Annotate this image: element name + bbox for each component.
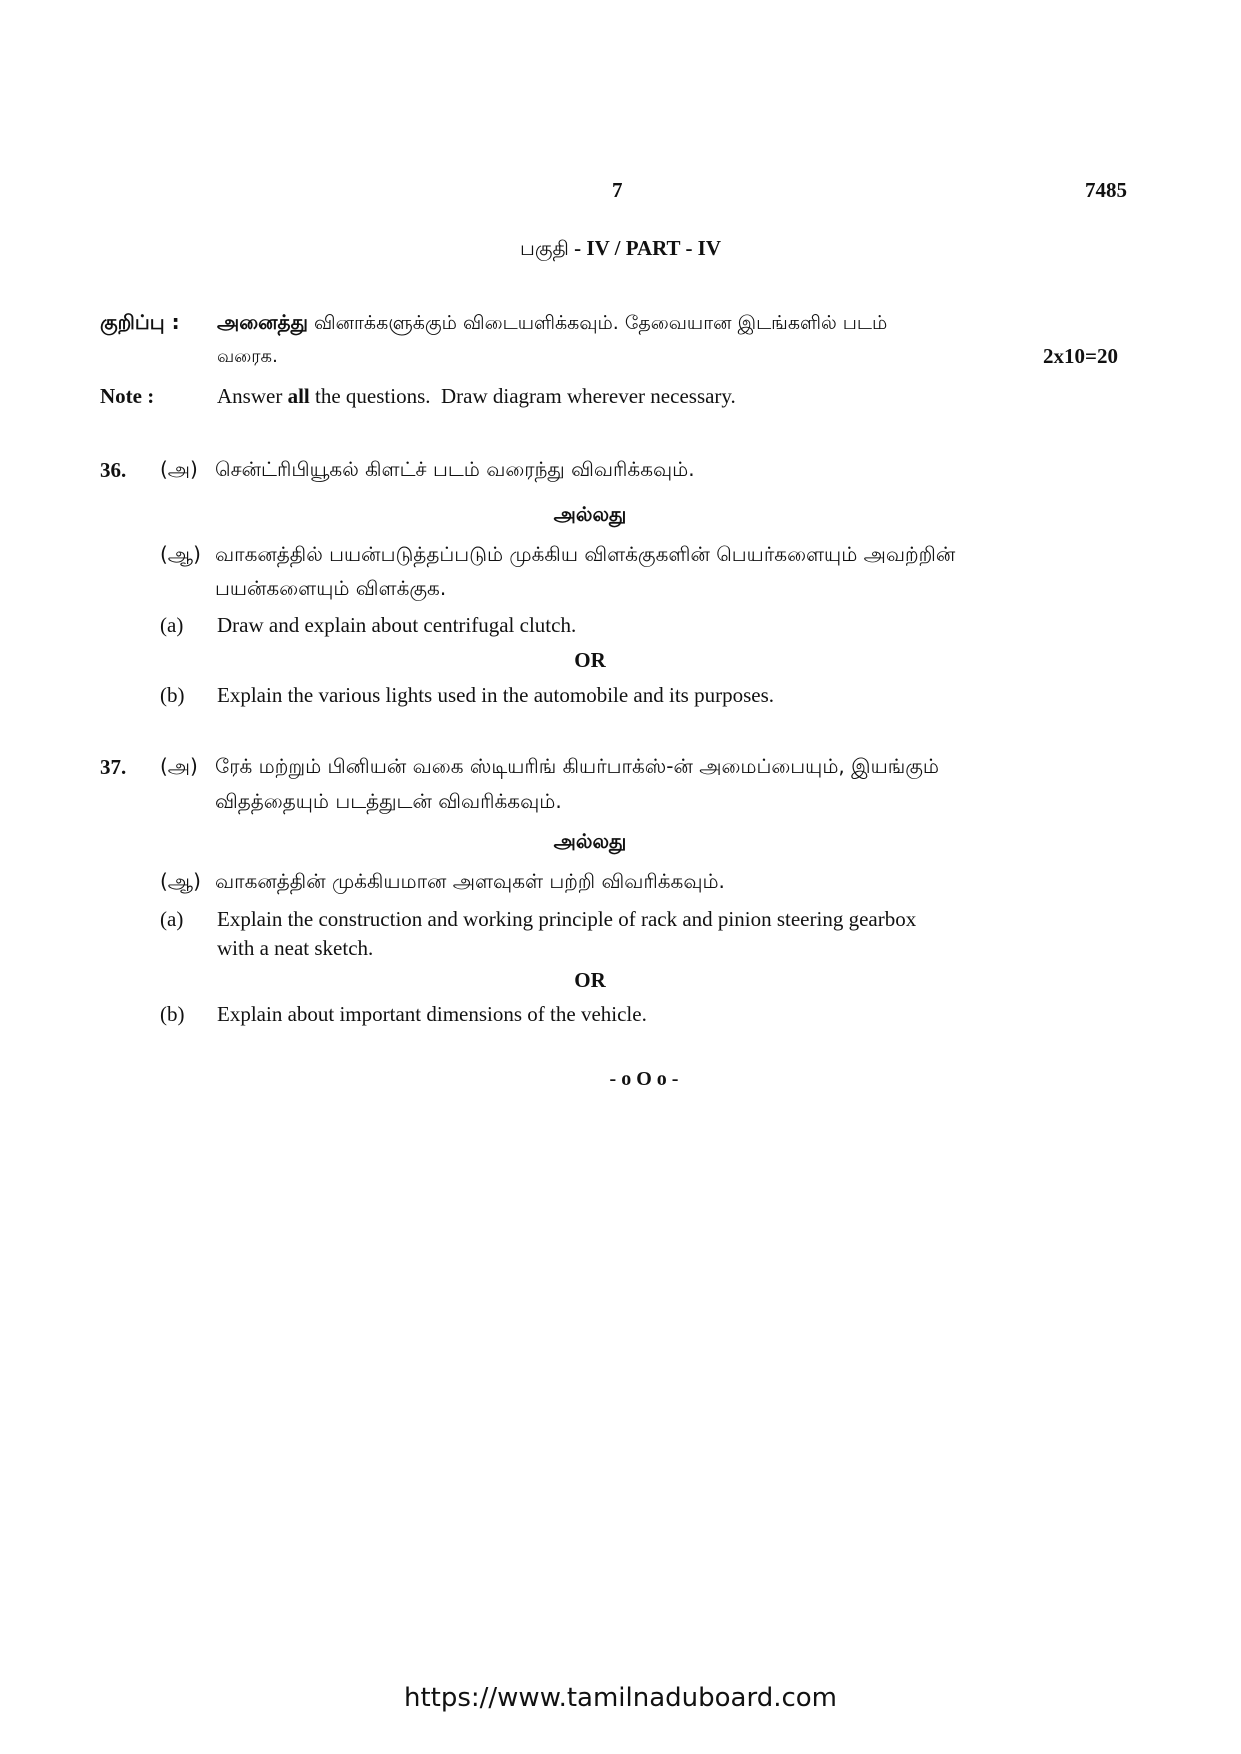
note-english-line (217, 384, 736, 409)
question-37-a-tamil-1: ரேக் மற்றும் பினியன் வகை ஸ்டியரிங் கியர்பாக்ஸ்-ன் அமைப்பையும், இயங்கும் (215, 754, 939, 778)
question-36-or-tamil: அல்லது (553, 502, 627, 526)
part-heading-english: IV / PART - IV (586, 236, 722, 260)
question-37-b-english: Explain about important dimensions of the vehicle. (217, 1002, 647, 1026)
question-37-b-label: (b) (160, 1002, 185, 1026)
question-37-b-tamil: வாகனத்தின் முக்கியமான அளவுகள் பற்றி விவரிக்கவும். (215, 869, 725, 893)
note-english-label: Note : (100, 384, 155, 408)
marks: 2x10=20 (1043, 344, 1118, 368)
part-heading-sep: - (568, 236, 587, 260)
question-37-b-tamil-label: (ஆ) (160, 869, 201, 893)
question-37-number: 37. (100, 755, 127, 779)
question-36-b-english: Explain the various lights used in the automobile and its purposes. (217, 683, 775, 707)
question-36-b-tamil-1: வாகனத்தில் பயன்படுத்தப்படும் முக்கிய விளக்குகளின் பெயர்களையும் அவற்றின் (215, 542, 956, 566)
question-37-a-label: (a) (160, 907, 184, 931)
footer-url[interactable]: https://www.tamilnaduboard.com (403, 1683, 838, 1713)
note-english-text-before: Answer (217, 384, 288, 408)
part-heading (0, 236, 1241, 263)
question-37-or-tamil: அல்லது (553, 829, 627, 853)
question-36-a-tamil: சென்ட்ரிபியூகல் கிளட்ச் படம் வரைந்து விவரிக்கவும். (215, 457, 695, 481)
question-37-a-tamil-label: (அ) (160, 754, 198, 778)
question-36-or-english: OR (574, 648, 606, 672)
note-english-text-after: the questions. Draw diagram wherever necessary. (309, 384, 736, 408)
question-36-a-label: (a) (160, 613, 184, 637)
paper-code: 7485 (1085, 178, 1127, 202)
note-tamil-text-1: வினாக்களுக்கும் விடையளிக்கவும். தேவையான இடங்களில் படம் (307, 312, 888, 334)
question-36-number: 36. (100, 458, 127, 482)
question-36-b-tamil-2: பயன்களையும் விளக்குக. (215, 576, 447, 600)
question-37-a-tamil-2: விதத்தையும் படத்துடன் விவரிக்கவும். (215, 789, 562, 813)
question-37-or-english: OR (574, 968, 606, 992)
note-tamil-text-2: வரைக. (217, 346, 278, 367)
question-36-a-english: Draw and explain about centrifugal clutch. (217, 613, 577, 637)
question-36-a-tamil-label: (அ) (160, 457, 198, 481)
end-mark: - o O o - (609, 1068, 679, 1090)
note-tamil-bold: அனைத்து (217, 310, 308, 334)
question-37-a-english-1: Explain the construction and working principle of rack and pinion steering gearbox (217, 907, 917, 931)
question-36-b-tamil-label: (ஆ) (160, 542, 201, 566)
page-number: 7 (612, 178, 623, 202)
question-37-a-english-2: with a neat sketch. (217, 936, 374, 960)
question-36-b-label: (b) (160, 683, 185, 707)
note-english-bold: all (287, 384, 310, 408)
note-tamil-label: குறிப்பு : (100, 310, 180, 334)
part-heading-tamil: பகுதி (519, 236, 569, 260)
note-tamil-line-1 (217, 310, 887, 337)
